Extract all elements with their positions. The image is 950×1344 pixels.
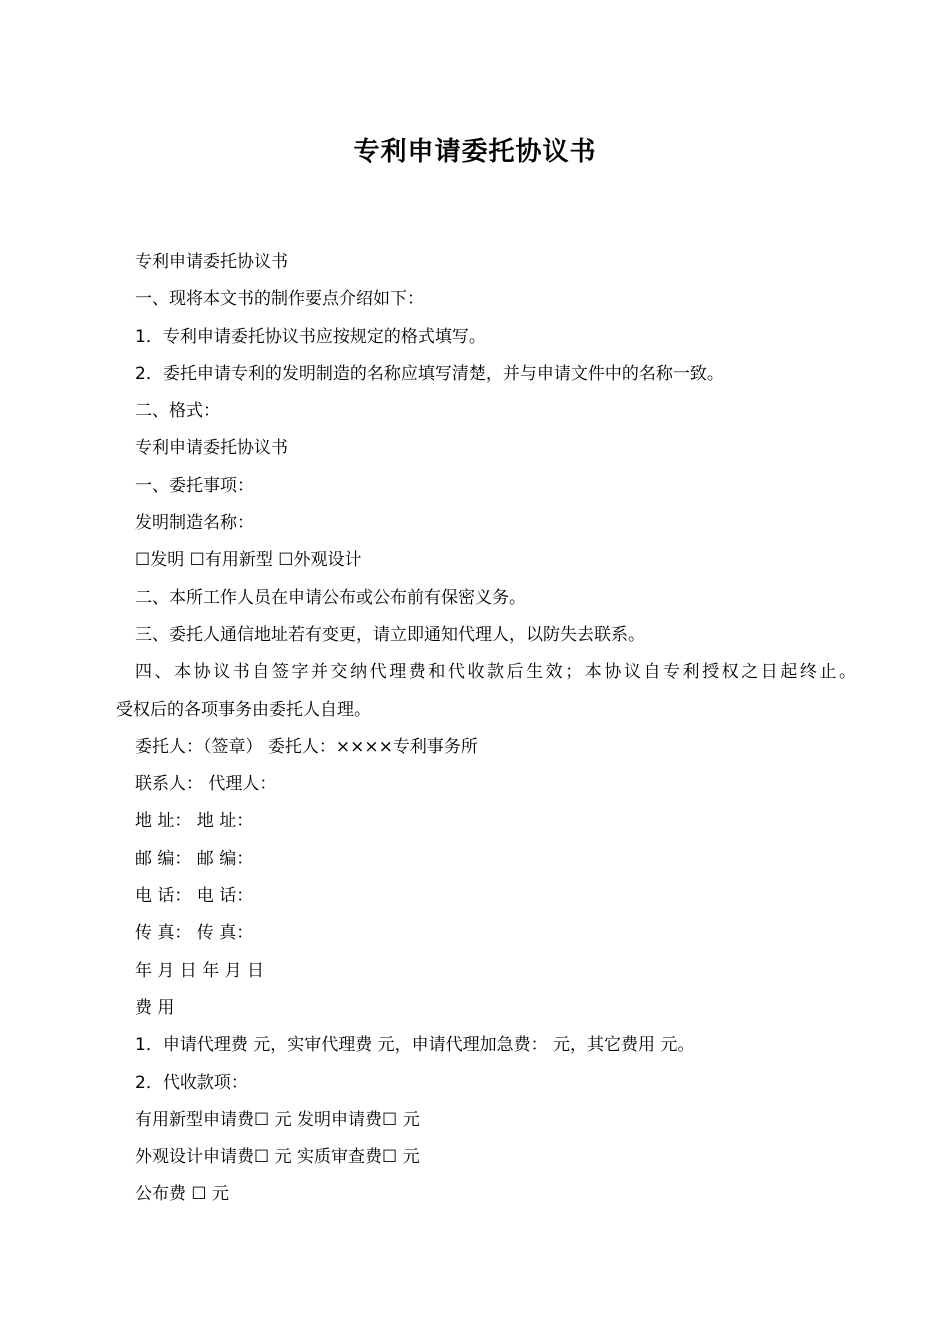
document-body [116,244,856,1214]
text-line: 发明制造名称： [135,513,254,534]
signature-line: 委托人：（签章） 委托人：××××专利事务所 [135,736,478,757]
fee-item-line: 外观设计申请费☐ 元 实质审查费☐ 元 [135,1147,420,1168]
checkbox-options-line: ☐发明 ☐有用新型 ☐外观设计 [135,550,362,571]
phone-line: 电 话： 电 话： [135,886,254,907]
fax-line: 传 真： 传 真： [135,923,254,944]
text-line: 专利申请委托协议书 [135,252,288,272]
text-line: 四、本协议书自签字并交纳代理费和代收款后生效；本协议自专利授权之日起终止。 [135,662,856,683]
text-line: 一、现将本文书的制作要点介绍如下： [135,289,424,310]
text-line: 三、委托人通信地址若有变更，请立即通知代理人，以防失去联系。 [135,624,645,645]
text-line: 1．申请代理费 元，实审代理费 元，申请代理加急费： 元，其它费用 元。 [135,1035,695,1056]
fee-item-line: 公布费 ☐ 元 [135,1184,230,1205]
document-title: 专利申请委托协议书 [353,137,597,167]
text-line: 专利申请委托协议书 [135,438,288,459]
contact-line: 联系人： 代理人： [135,774,277,795]
date-line: 年 月 日 年 月 日 [135,960,265,981]
text-line: 受权后的各项事务由委托人自理。 [116,699,371,720]
text-line: 二、格式： [135,401,220,422]
text-line: 1．专利申请委托协议书应按规定的格式填写。 [135,326,486,347]
text-line: 一、委托事项： [135,475,254,496]
address-line: 地 址： 地 址： [135,811,254,832]
text-line: 2．代收款项： [135,1072,248,1093]
text-line: 二、本所工作人员在申请公布或公布前有保密义务。 [135,587,526,608]
fees-heading: 费 用 [135,997,175,1018]
postcode-line: 邮 编： 邮 编： [135,848,254,869]
fee-item-line: 有用新型申请费☐ 元 发明申请费☐ 元 [135,1109,420,1130]
text-line: 2．委托申请专利的发明制造的名称应填写清楚，并与申请文件中的名称一致。 [135,363,724,384]
